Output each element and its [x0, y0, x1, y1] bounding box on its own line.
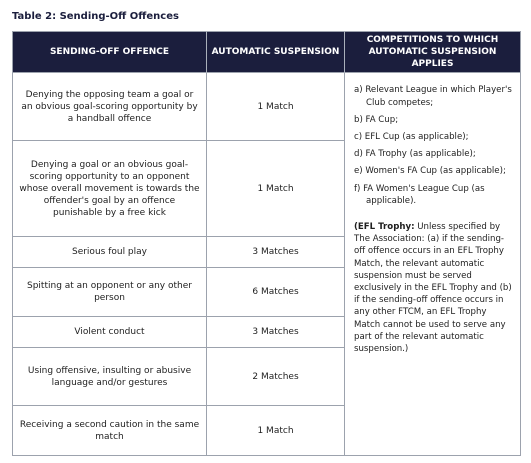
table-caption: Table 2: Sending-Off Offences: [12, 11, 179, 22]
offence-cell: Violent conduct: [13, 317, 207, 348]
efl-trophy-note: [354, 221, 514, 355]
header-offence: SENDING-OFF OFFENCE: [13, 32, 207, 73]
offence-cell: Denying a goal or an obvious goal-scoring opportunity to an opponent whose overall movement is towards the offender's goal by an offence punishable by a free kick: [13, 141, 207, 237]
competitions-cell: [345, 73, 521, 456]
competition-item: a) Relevant League in which Player's Club competes;: [354, 85, 512, 108]
suspension-cell: 1 Match: [207, 73, 345, 141]
suspension-cell: 3 Matches: [207, 317, 345, 348]
offence-cell: Spitting at an opponent or any other person: [13, 268, 207, 317]
competition-item: b) FA Cup;: [354, 114, 399, 125]
efl-trophy-note-title: (EFL Trophy:: [354, 222, 415, 233]
header-competitions: COMPETITIONS TO WHICH AUTOMATIC SUSPENSION APPLIES: [345, 32, 521, 73]
competition-item: c) EFL Cup (as applicable);: [354, 132, 469, 143]
suspension-cell: 2 Matches: [207, 348, 345, 406]
competition-item: e) Women's FA Cup (as applicable);: [354, 166, 506, 177]
suspension-cell: 1 Match: [207, 141, 345, 237]
efl-trophy-note-text: Unless specified by The Association: (a) if the sending-off offence occurs in an EFL Trophy Match, the relevant automatic suspension must be served exclusively in the EFL Trophy and (b) if the sending-off offence occurs in any other FTCM, an EFL Trophy Match cannot be used to serve any part of the relevant automatic suspension.): [354, 222, 512, 355]
offence-cell: Receiving a second caution in the same match: [13, 406, 207, 456]
suspension-cell: 6 Matches: [207, 268, 345, 317]
competition-item: f) FA Women's League Cup (as applicable).: [354, 183, 485, 206]
offence-cell: Denying the opposing team a goal or an obvious goal-scoring opportunity by a handball offence: [13, 73, 207, 141]
header-suspension: AUTOMATIC SUSPENSION: [207, 32, 345, 73]
competition-item: d) FA Trophy (as applicable);: [354, 149, 476, 160]
table-header-row: [13, 32, 521, 73]
offence-cell: Using offensive, insulting or abusive language and/or gestures: [13, 348, 207, 406]
sending-off-table: [12, 31, 521, 456]
table-row: [13, 73, 521, 141]
offence-cell: Serious foul play: [13, 237, 207, 268]
suspension-cell: 3 Matches: [207, 237, 345, 268]
suspension-cell: 1 Match: [207, 406, 345, 456]
